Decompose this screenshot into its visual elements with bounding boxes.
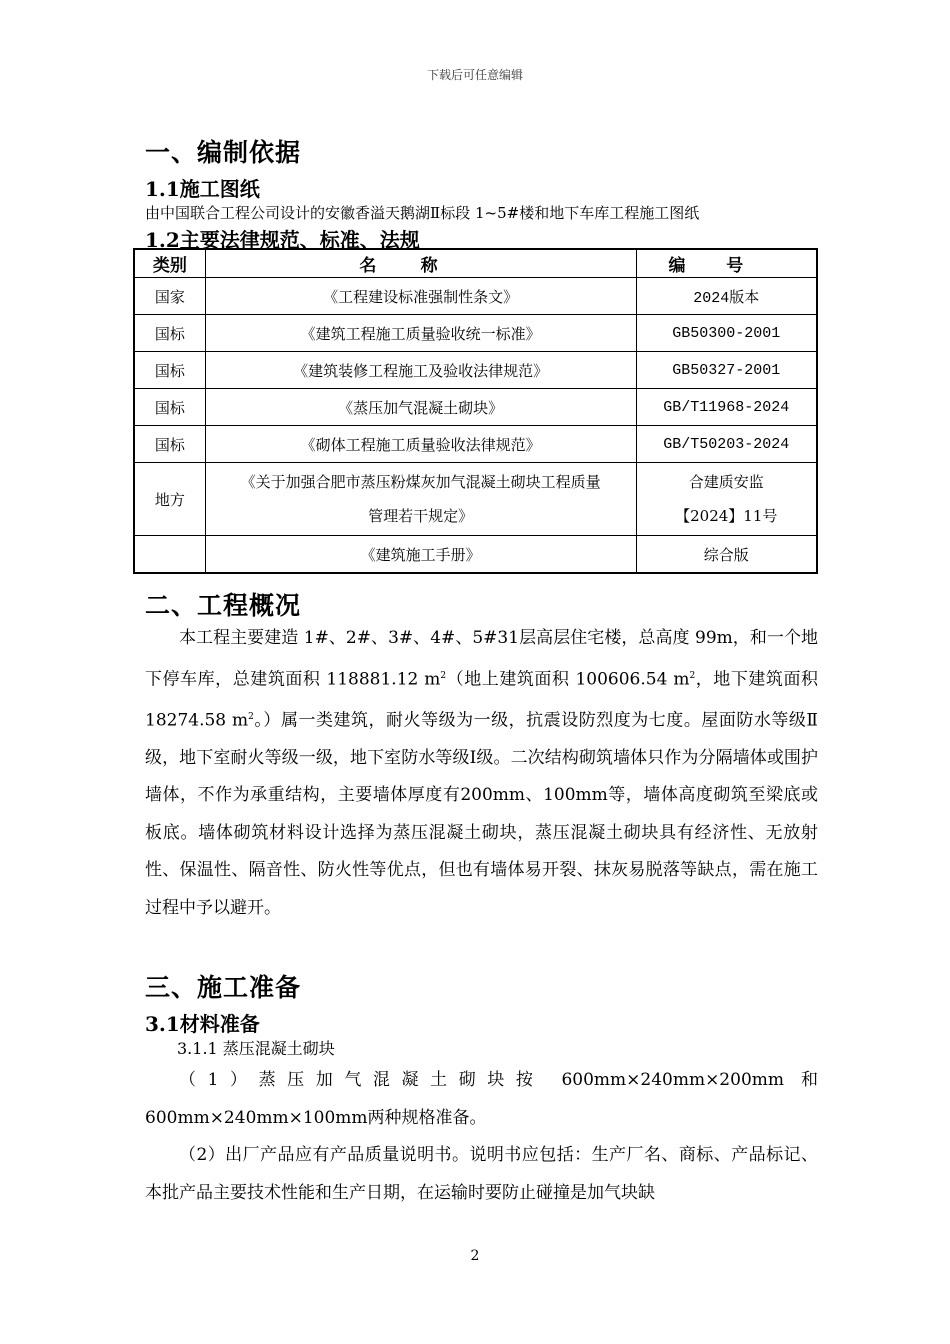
cell-name-line-2: 管理若干规定》 <box>368 507 474 525</box>
cell-name: 《建筑工程施工质量验收统一标准》 <box>205 315 636 352</box>
cell-code: GB/T11968-2024 <box>636 389 817 426</box>
table-row <box>134 463 817 536</box>
table-row <box>134 426 817 463</box>
cell-code: 2024版本 <box>636 278 817 315</box>
cell-name: 《建筑装修工程施工及验收法律规范》 <box>205 352 636 389</box>
cell-name-line-1: 《关于加强合肥市蒸压粉煤灰加气混凝土砌块工程质量 <box>240 473 601 491</box>
cell-category: 国标 <box>134 426 205 463</box>
section-3-1-1-title: 3.1.1 蒸压混凝土砌块 <box>177 1039 335 1058</box>
page-number: 2 <box>470 1248 480 1264</box>
overview-text: 本工程主要建造 1#、2#、3#、4#、5#31层高层住宅楼，总高度 99m，和一个地下停车库，总建筑面积 118881.12 $m^2$（地上建筑面积 100606.54 $m^2$，地下建筑面积 18274.58 $m^2$。）属一类建筑，耐火等级为一级，抗震设防烈度为七度。屋面防水等级Ⅱ级，地下室耐火等级一级，地下室防水等级Ⅰ级。二次结构砌筑墙体只作为分隔墙体或围护墙体，不作为承重结构，主要墙体厚度有200mm、100mm等，墙体高度砌筑至梁底或板底。墙体砌筑材料设计选择为蒸压混凝土砌块，蒸压混凝土砌块具有经济性、无放射性、保温性、隔音性、防火性等优点，但也有墙体易开裂、抹灰易脱落等缺点，需在施工过程中予以避开。 <box>145 628 819 918</box>
header-name: 名称 <box>205 249 636 278</box>
header-code: 编号 <box>636 249 817 278</box>
cell-code <box>636 463 817 536</box>
table-row <box>134 315 817 352</box>
page-header: 下载后可任意编辑 <box>426 68 523 82</box>
cell-name: 《砌体工程施工质量验收法律规范》 <box>205 426 636 463</box>
cell-category: 地方 <box>134 463 205 536</box>
section-2-paragraph <box>145 620 818 927</box>
regulations-table <box>133 248 818 574</box>
section-1-1-title: 1.1施工图纸 <box>145 177 260 201</box>
cell-code-line-1: 合建质安监 <box>688 473 764 491</box>
table-row <box>134 536 817 574</box>
section-3-1-1-paragraphs <box>145 1062 818 1212</box>
cell-name: 《工程建设标准强制性条文》 <box>205 278 636 315</box>
cell-category: 国家 <box>134 278 205 315</box>
cell-category <box>134 536 205 574</box>
cell-code-line-2: 【2024】11号 <box>675 507 778 525</box>
table-row <box>134 278 817 315</box>
cell-code: GB50327-2001 <box>636 352 817 389</box>
table-row <box>134 352 817 389</box>
cell-name: 《蒸压加气混凝土砌块》 <box>205 389 636 426</box>
section-1-title: 一、编制依据 <box>145 138 302 167</box>
cell-name <box>205 463 636 536</box>
table-row <box>134 389 817 426</box>
section-3-title: 三、施工准备 <box>145 973 302 1002</box>
cell-category: 国标 <box>134 352 205 389</box>
section-3-1-title: 3.1材料准备 <box>145 1012 260 1036</box>
header-category: 类别 <box>134 249 205 278</box>
material-manual-text: （2）出厂产品应有产品质量说明书。说明书应包括：生产厂名、商标、产品标记、本批产品主要技术性能和生产日期，在运输时要防止碰撞是加气块缺 <box>145 1145 818 1203</box>
section-2-title: 二、工程概况 <box>145 591 302 620</box>
cell-code: GB50300-2001 <box>636 315 817 352</box>
table-header-row <box>134 249 817 278</box>
section-1-1-text: 由中国联合工程公司设计的安徽香溢天鹅湖Ⅱ标段 1~5#楼和地下车库工程施工图纸 <box>145 204 700 222</box>
cell-name: 《建筑施工手册》 <box>205 536 636 574</box>
cell-category: 国标 <box>134 389 205 426</box>
cell-code: GB/T50203-2024 <box>636 426 817 463</box>
cell-category: 国标 <box>134 315 205 352</box>
material-spec-text: （1）蒸压加气混凝土砌块按 600mm×240mm×200mm 和600mm×240mm×100mm两种规格准备。 <box>145 1070 818 1128</box>
cell-code: 综合版 <box>636 536 817 574</box>
section-1-2-title: 1.2主要法律规范、标准、法规 <box>145 228 420 252</box>
